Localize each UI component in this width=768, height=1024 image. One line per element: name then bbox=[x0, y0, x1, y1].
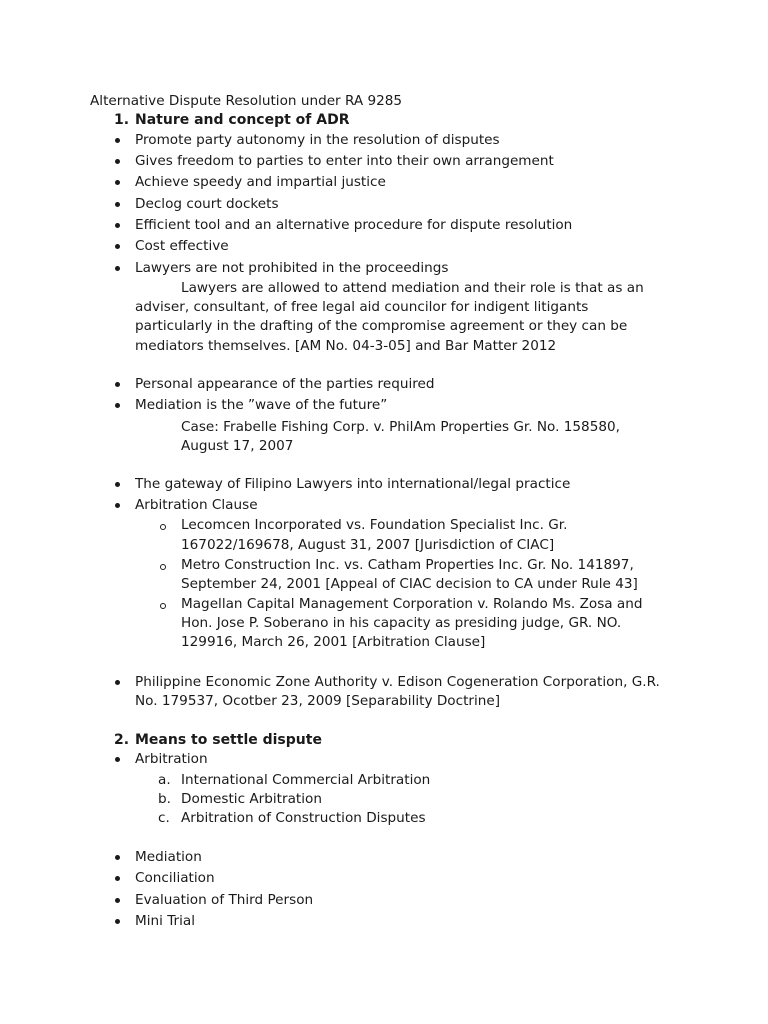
list-item: Mini Trial bbox=[135, 913, 195, 929]
document-title: Alternative Dispute Resolution under RA 9285 bbox=[90, 93, 403, 109]
list-marker: b. bbox=[158, 791, 171, 807]
list-item: Cost effective bbox=[135, 238, 229, 254]
list-item: Conciliation bbox=[135, 870, 215, 886]
list-item: Efficient tool and an alternative procedure for dispute resolution bbox=[135, 217, 573, 233]
list-marker: c. bbox=[158, 810, 170, 826]
section-1-number: 1. bbox=[114, 112, 130, 128]
section-2-heading: Means to settle dispute bbox=[135, 732, 322, 748]
sub-list-item-continuation: 167022/169678, August 31, 2007 [Jurisdiction of CIAC] bbox=[181, 537, 555, 553]
section-2-number: 2. bbox=[114, 732, 130, 748]
lawyers-note-line: particularly in the drafting of the compromise agreement or they can be bbox=[135, 318, 628, 334]
lawyers-note-line: adviser, consultant, of free legal aid councilor for indigent litigants bbox=[135, 299, 589, 315]
section-1-heading: Nature and concept of ADR bbox=[135, 112, 350, 128]
list-item: Gives freedom to parties to enter into their own arrangement bbox=[135, 153, 554, 169]
list-item-continuation: No. 179537, Ocotber 23, 2009 [Separability Doctrine] bbox=[135, 693, 501, 709]
list-marker: a. bbox=[158, 772, 171, 788]
list-item: Lawyers are not prohibited in the proceedings bbox=[135, 260, 449, 276]
case-note-line: Case: Frabelle Fishing Corp. v. PhilAm Properties Gr. No. 158580, bbox=[181, 419, 620, 435]
list-item: Mediation bbox=[135, 849, 202, 865]
case-note-line: August 17, 2007 bbox=[181, 438, 294, 454]
arbitration-type: Domestic Arbitration bbox=[181, 791, 322, 807]
lawyers-note-line: mediators themselves. [AM No. 04-3-05] and Bar Matter 2012 bbox=[135, 338, 557, 354]
list-item: The gateway of Filipino Lawyers into international/legal practice bbox=[135, 476, 571, 492]
sub-list-item-continuation: September 24, 2001 [Appeal of CIAC decision to CA under Rule 43] bbox=[181, 576, 638, 592]
sub-list-item: Lecomcen Incorporated vs. Foundation Specialist Inc. Gr. bbox=[181, 517, 568, 533]
sub-list-item: Magellan Capital Management Corporation v. Rolando Ms. Zosa and bbox=[181, 596, 643, 612]
list-item: Achieve speedy and impartial justice bbox=[135, 174, 386, 190]
sub-list-item-continuation: 129916, March 26, 2001 [Arbitration Clause] bbox=[181, 634, 486, 650]
list-item: Declog court dockets bbox=[135, 196, 279, 212]
list-item: Arbitration Clause bbox=[135, 497, 258, 513]
list-item: Arbitration bbox=[135, 751, 208, 767]
arbitration-type: Arbitration of Construction Disputes bbox=[181, 810, 426, 826]
arbitration-type: International Commercial Arbitration bbox=[181, 772, 431, 788]
list-item: Evaluation of Third Person bbox=[135, 892, 314, 908]
list-item: Personal appearance of the parties required bbox=[135, 376, 435, 392]
list-item: Mediation is the ”wave of the future” bbox=[135, 397, 388, 413]
sub-list-item: Metro Construction Inc. vs. Catham Properties Inc. Gr. No. 141897, bbox=[181, 557, 634, 573]
list-item: Philippine Economic Zone Authority v. Edison Cogeneration Corporation, G.R. bbox=[135, 674, 660, 690]
sub-list-item-continuation: Hon. Jose P. Soberano in his capacity as presiding judge, GR. NO. bbox=[181, 615, 622, 631]
list-item: Promote party autonomy in the resolution of disputes bbox=[135, 132, 500, 148]
lawyers-note-line: Lawyers are allowed to attend mediation and their role is that as an bbox=[181, 280, 644, 296]
